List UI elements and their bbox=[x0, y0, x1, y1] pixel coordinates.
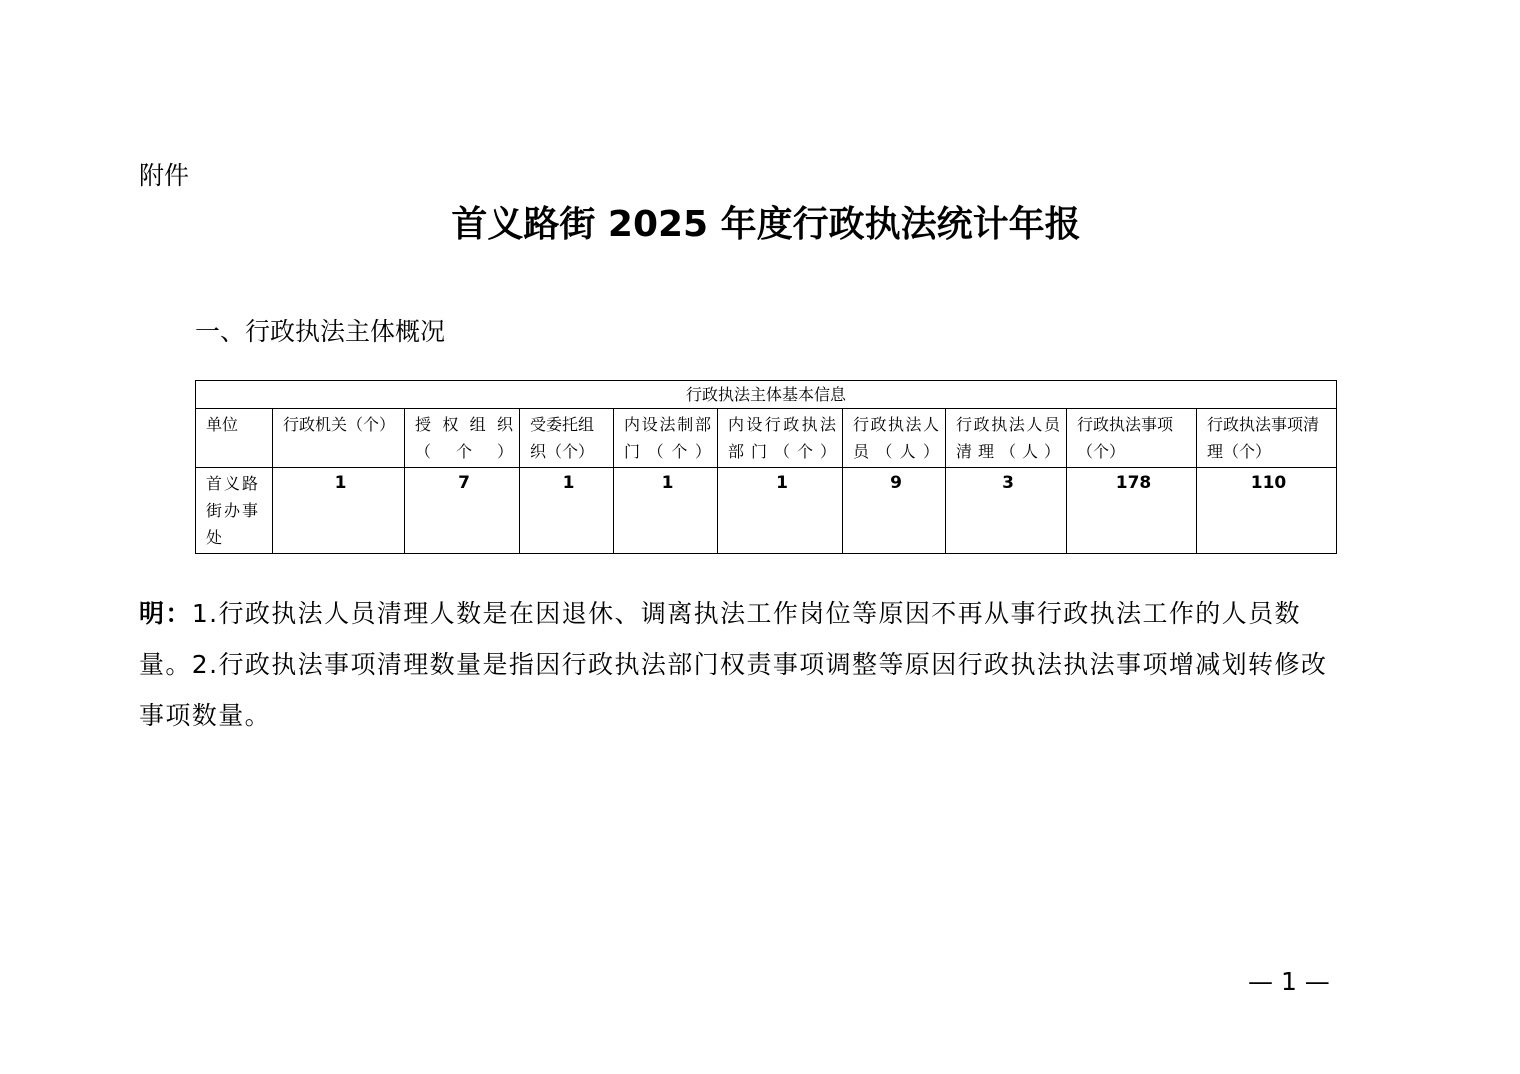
table-header-row bbox=[196, 409, 1337, 468]
section-heading: 一、行政执法主体概况 bbox=[195, 317, 446, 346]
value-matters-cleanup: 110 bbox=[1197, 468, 1337, 554]
table-row bbox=[196, 468, 1337, 554]
header-entrusted-orgs: 受委托组织（个） bbox=[520, 409, 614, 468]
header-personnel-cleanup: 行政执法人员清理（人） bbox=[946, 409, 1067, 468]
value-legal-departments: 1 bbox=[614, 468, 718, 554]
document-title: 首义路街 2025 年度行政执法统计年报 bbox=[451, 204, 1081, 245]
attachment-label: 附件 bbox=[139, 161, 190, 190]
page-number: — 1 — bbox=[1248, 967, 1330, 996]
header-matters-cleanup: 行政执法事项清理（个） bbox=[1197, 409, 1337, 468]
value-enforcement-departments: 1 bbox=[718, 468, 843, 554]
table-caption-row bbox=[196, 381, 1337, 409]
value-enforcement-matters: 178 bbox=[1067, 468, 1197, 554]
enforcement-entity-table bbox=[195, 380, 1337, 554]
header-admin-organs: 行政机关（个） bbox=[273, 409, 405, 468]
table-caption: 行政执法主体基本信息 bbox=[196, 381, 1337, 409]
note-text: 1.行政执法人员清理人数是在因退休、调离执法工作岗位等原因不再从事行政执法工作的人员数量。2.行政执法事项清理数量是指因行政执法部门权责事项调整等原因行政执法执法事项增减划转修改事项数量。 bbox=[139, 599, 1328, 730]
value-authorized-orgs: 7 bbox=[405, 468, 520, 554]
header-authorized-orgs: 授权组织（个） bbox=[405, 409, 520, 468]
header-enforcement-departments: 内设行政执法部门（个） bbox=[718, 409, 843, 468]
header-enforcement-personnel: 行政执法人员（人） bbox=[843, 409, 946, 468]
note-label: 明： bbox=[139, 599, 192, 628]
value-enforcement-personnel: 9 bbox=[843, 468, 946, 554]
value-entrusted-orgs: 1 bbox=[520, 468, 614, 554]
header-legal-departments: 内设法制部门（个） bbox=[614, 409, 718, 468]
row-unit-name: 首义路街办事处 bbox=[196, 468, 273, 554]
explanatory-note bbox=[139, 588, 1329, 741]
value-admin-organs: 1 bbox=[273, 468, 405, 554]
value-personnel-cleanup: 3 bbox=[946, 468, 1067, 554]
header-unit: 单位 bbox=[196, 409, 273, 468]
header-enforcement-matters: 行政执法事项（个） bbox=[1067, 409, 1197, 468]
